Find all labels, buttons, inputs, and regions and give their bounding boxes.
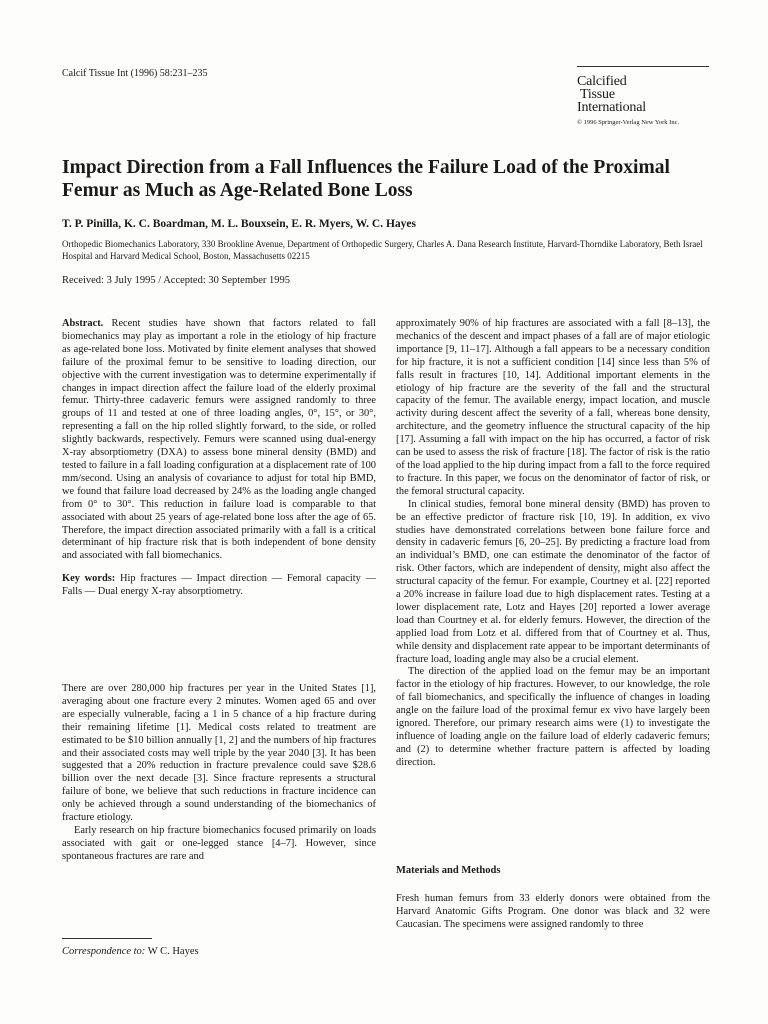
received-dates: Received: 3 July 1995 / Accepted: 30 September 1995	[62, 275, 291, 286]
introduction	[62, 683, 376, 864]
section-heading: Materials and Methods	[396, 865, 501, 876]
affiliation: Orthopedic Biomechanics Laboratory, 330 Brookline Avenue, Department of Orthopedic Surgery, Charles A. Dana Research Institute, Harvard-Thorndike Laboratory, Beth Israel Hospital and Harvard Medical School, Boston, Massachusetts 02215	[62, 239, 703, 261]
body-paragraph: Fresh human femurs from 33 elderly donors were obtained from the Harvard Anatomic Gifts Program. One donor was black and 32 were Caucasian. The specimens were assigned randomly to three	[396, 893, 710, 930]
body-paragraph: Early research on hip fracture biomechanics focused primarily on loads associated with gait or one-legged stance [4–7]. However, since spontaneous fractures are rare and	[62, 824, 376, 862]
correspondence-label: Correspondence to:	[62, 946, 146, 957]
journal-logo	[577, 75, 709, 114]
journal-logo-line: International	[577, 100, 646, 115]
footnote-rule	[62, 938, 152, 939]
right-column	[396, 318, 710, 770]
left-column	[62, 318, 376, 599]
body-paragraph: approximately 90% of hip fractures are associated with a fall [8–13], the mechanics of the descent and impact phases of a fall are of major etiologic importance [9, 11–17]. Although a fall appears to be a necessary condition for hip fracture, it is not a sufficient condition [14] since less than 5% of falls result in fractures [10, 14]. Additional important elements in the etiology of hip fracture are the severity of the fall and the structural capacity of the femur. The available energy, impact location, and muscle activity during descent affect the severity of a fall, whereas bone density, architecture, and the geometry influence the structural capacity of the hip [17]. Assuming a fall with impact on the hip has occurred, a factor of risk can be used to assess the risk of fracture [18]. The factor of risk is the ratio of the load applied to the hip during impact from a fall to the force required to fracture. In this paper, we focus on the denominator of factor of risk, or the femoral structural capacity.	[396, 318, 710, 497]
keywords-paragraph	[62, 573, 376, 599]
body-paragraph: There are over 280,000 hip fractures per year in the United States [1], averaging about one fracture every 2 minutes. Women aged 65 and over are especially vulnerable, facing a 1 in 5 chance of a hip fracture during their remaining lifetime [1]. Medical costs related to treatment are estimated to be $10 billion annually [1, 2] and the numbers of hip fractures and their associated costs may well triple by the year 2040 [3]. It has been suggested that a 20% reduction in fracture prevalence could save $28.6 billion over the next decade [3]. Since fracture represents a structural failure of bone, we believe that such reductions in fracture incidence can only be achieved through a sound understanding of the biomechanics of fracture etiology.	[62, 683, 376, 824]
body-paragraph: In clinical studies, femoral bone mineral density (BMD) has proven to be an effective predictor of fracture risk [10, 19]. In addition, ex vivo studies have demonstrated correlations between bone failure force and density in cadaveric femurs [6, 20–25]. By predicting a fracture load from an individual’s BMD, one can estimate the denominator of the factor of risk. Other factors, which are independent of density, might also affect the structural capacity of the femur. For example, Courtney et al. [22] reported a 20% increase in failure load due to high displacement rates. Testing at a lower displacement rate, Lotz and Hayes [20] reported a lower average load than Courtney et al. for elderly femurs. However, the direction of the applied load from Lotz et al. differed from that of Courtney et al. Thus, while density and displacement rate appear to be important determinants of fracture load, loading angle may also be a crucial element.	[396, 498, 710, 665]
citation-line: Calcif Tissue Int (1996) 58:231–235	[62, 68, 208, 79]
keywords-label: Key words:	[62, 573, 116, 585]
copyright-notice: © 1996 Springer-Verlag New York Inc.	[577, 119, 680, 126]
journal-logo-line: Tissue	[580, 87, 615, 102]
journal-masthead	[577, 66, 709, 126]
article-title: Impact Direction from a Fall Influences the Failure Load of the Proximal Femur as Much as Age-Related Bone Loss	[62, 157, 670, 201]
abstract-text: Recent studies have shown that factors related to fall biomechanics may play as important a role in the etiology of hip fracture as age-related bone loss. Motivated by finite element analyses that showed failure of the proximal femur to be sensitive to loading direction, our objective with the current investigation was to determine experimentally if changes in impact direction affect the failure load of the elderly proximal femur. Thirty-three cadaveric femurs were assigned randomly to three groups of 11 and tested at one of three loading angles, 0°, 15°, or 30°, representing a fall on the hip rolled slightly forward, to the side, or rolled slightly backwards, respectively. Femurs were scanned using dual-energy X-ray absorptiometry (DXA) to assess bone mineral density (BMD) and tested to failure in a fall loading configuration at a displacement rate of 100 mm/second. Using an analysis of covariance to adjust for total hip BMD, we found that failure load decreased by 24% as the loading angle changed from 0° to 30°. This reduction in failure load is comparable to that associated with about 25 years of age-related bone loss after the age of 65. Therefore, the impact direction associated primarily with a fall is a critical determinant of hip fracture risk that is both independent of bone density and associated with fall biomechanics.	[62, 318, 376, 562]
author-list: T. P. Pinilla, K. C. Boardman, M. L. Bouxsein, E. R. Myers, W. C. Hayes	[62, 218, 416, 230]
abstract-paragraph	[62, 318, 376, 563]
abstract-label: Abstract.	[62, 318, 104, 329]
keywords-text: Hip fractures — Impact direction — Femoral capacity — Falls — Dual energy X-ray absorptiometry.	[62, 573, 376, 598]
correspondence-name: W C. Hayes	[145, 946, 199, 957]
correspondence-footnote	[62, 946, 199, 957]
journal-logo-line: Calcified	[577, 74, 627, 89]
body-paragraph: The direction of the applied load on the femur may be an important factor in the etiology of hip fractures. However, to our knowledge, the role of fall biomechanics, and specifically the influence of changes in loading angle on the failure load of the proximal femur ex vivo have largely been ignored. Therefore, our primary research aims were (1) to investigate the influence of loading angle on the failure load of elderly cadaveric femurs; and (2) to determine whether fracture pattern is affected by loading direction.	[396, 666, 710, 768]
